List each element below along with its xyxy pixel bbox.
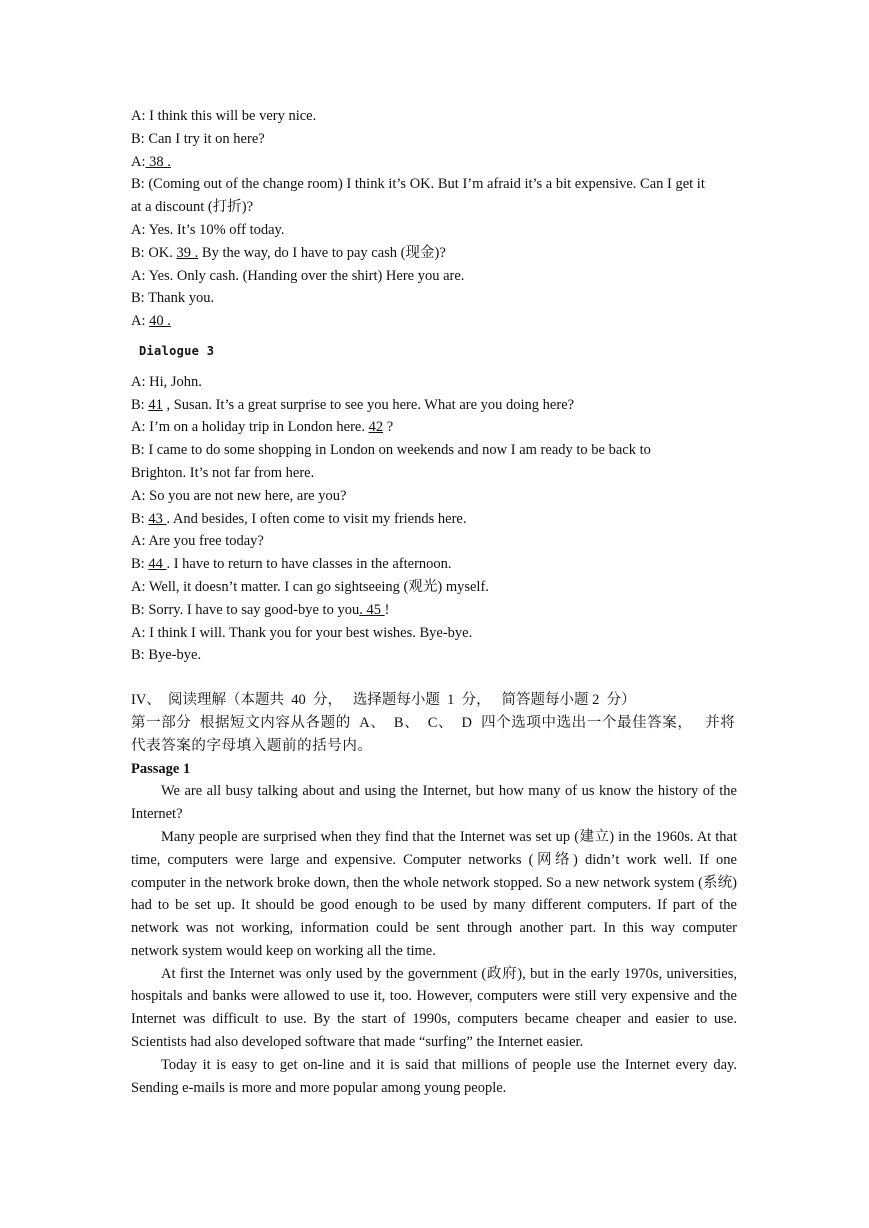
dialogue-line [131, 287, 737, 310]
speaker-label: B: [131, 442, 145, 459]
dialogue-line [131, 576, 737, 599]
line-text: Sorry. I have to say good-bye to you [144, 601, 360, 618]
speaker-label: B: [131, 290, 145, 307]
line-text: ! [384, 601, 390, 618]
answer-blank: 38 . [145, 153, 171, 170]
speaker-label: A: [131, 487, 146, 504]
speaker-label: B: [131, 176, 145, 193]
document-content [131, 105, 737, 1099]
line-text: Thank you. [144, 290, 215, 307]
line-text: Yes. It’s 10% off today. [145, 221, 285, 238]
dialogue-line [131, 416, 737, 439]
speaker-label: A: [131, 313, 146, 330]
dialogue-line [131, 599, 737, 622]
section-instruction: 第一部分 根据短文内容从各题的 A、 B、 C、 D 四个选项中选出一个最佳答案， 并将代表答案的字母填入题前的括号内。 [131, 714, 736, 754]
speaker-label: B: [131, 601, 145, 618]
passage-paragraph: At first the Internet was only used by the government (政府), but in the early 1970s, universities, hospitals and banks were allowed to use it, too. However, computers were still very expensive and the Internet was difficult to use. By the start of 1990s, computers became cheaper and easier to use. Scientists had also developed software that made “surfing” the Internet easier. [131, 965, 737, 1051]
line-text: OK. [144, 244, 177, 261]
dialogue-line [131, 219, 737, 242]
passage-title: Passage 1 [131, 760, 191, 777]
speaker-label: A: [131, 267, 146, 284]
line-text: Yes. Only cash. (Handing over the shirt) Here you are. [145, 267, 465, 284]
line-text: ? [383, 419, 394, 436]
dialogue-line [131, 622, 737, 645]
dialogue-line [131, 508, 737, 531]
dialogue-line [131, 485, 737, 508]
dialogue-line [131, 105, 737, 128]
speaker-label: B: [131, 396, 145, 413]
answer-blank: 40 . [149, 313, 171, 330]
dialogue-line [131, 242, 737, 265]
dialogue-line [131, 128, 737, 151]
speaker-label: B: [131, 556, 145, 573]
speaker-label: B: [131, 130, 145, 147]
passage-paragraph: Many people are surprised when they find that the Internet was set up (建立) in the 1960s. At that time, computers were large and expensive. Computer networks (网络) didn’t work well. If one computer in the network broke down, then the whole network stopped. So a new network system (系统) had to be set up. It should be good enough to be used by many different computers. If part of the network was not working, information could be sent through another part. In this way computer network system would keep on working all the time. [131, 828, 737, 959]
passage-paragraph: We are all busy talking about and using the Internet, but how many of us know the history of the Internet? [131, 783, 737, 823]
line-text: I think I will. Thank you for your best wishes. Bye-bye. [145, 624, 473, 641]
dialogue-3 [131, 371, 737, 667]
line-text: . And besides, I often come to visit my friends here. [166, 510, 467, 527]
passage-paragraph: Today it is easy to get on-line and it is said that millions of people use the Internet every day. Sending e-mails is more and more popular among young people. [131, 1056, 737, 1096]
speaker-label: A: [131, 419, 146, 436]
dialogue-line [131, 173, 737, 219]
answer-blank: 41 [148, 396, 163, 413]
speaker-label: A: [131, 624, 146, 641]
speaker-label: B: [131, 244, 145, 261]
line-text: By the way, do I have to pay cash (现金)? [198, 244, 446, 261]
answer-blank: 43 [148, 510, 167, 527]
section-spacer [131, 667, 737, 689]
speaker-label: A: [131, 153, 146, 170]
line-text: (Coming out of the change room) I think it’s OK. But I’m afraid it’s a bit expensive. Can I get it at a discount (打折)? [131, 176, 705, 216]
answer-blank: 39 . [176, 244, 199, 261]
answer-blank: . 45 [359, 601, 385, 618]
speaker-label: B: [131, 510, 145, 527]
answer-blank: 42 [368, 419, 384, 436]
speaker-label: A: [131, 108, 146, 124]
dialogue-line [131, 530, 737, 553]
speaker-label: B: [131, 647, 145, 664]
dialogue-line [131, 265, 737, 288]
line-text: So you are not new here, are you? [145, 487, 347, 504]
speaker-label: A: [131, 533, 146, 550]
speaker-label: A: [131, 221, 146, 238]
line-text: Hi, John. [145, 373, 202, 390]
dialogue-line [131, 151, 737, 174]
line-text: . I have to return to have classes in the afternoon. [166, 556, 452, 573]
line-text: I think this will be very nice. [145, 108, 317, 124]
line-text: Well, it doesn’t matter. I can go sightseeing (观光) myself. [145, 578, 489, 595]
dialogue-line [131, 371, 737, 394]
line-text: Bye-bye. [144, 647, 202, 664]
answer-blank: 44 [148, 556, 167, 573]
speaker-label: A: [131, 578, 146, 595]
dialogue-line [131, 439, 737, 485]
section-heading: IV、 阅读理解（本题共 40 分， 选择题每小题 1 分， 简答题每小题 2 分） [131, 692, 636, 709]
dialogue-3-title: Dialogue 3 [139, 343, 215, 358]
line-text: I’m on a holiday trip in London here. [145, 419, 369, 436]
dialogue-line [131, 553, 737, 576]
dialogue-line [131, 394, 737, 417]
dialogue-line [131, 644, 737, 667]
dialogue-2 [131, 105, 737, 333]
line-text: , Susan. It’s a great surprise to see you here. What are you doing here? [162, 396, 575, 413]
line-text: I came to do some shopping in London on weekends and now I am ready to be back to Brighton. It’s not far from here. [131, 442, 651, 481]
dialogue-line [131, 310, 737, 333]
line-text: Are you free today? [145, 533, 264, 550]
line-text: Can I try it on here? [144, 130, 265, 147]
speaker-label: A: [131, 373, 146, 390]
